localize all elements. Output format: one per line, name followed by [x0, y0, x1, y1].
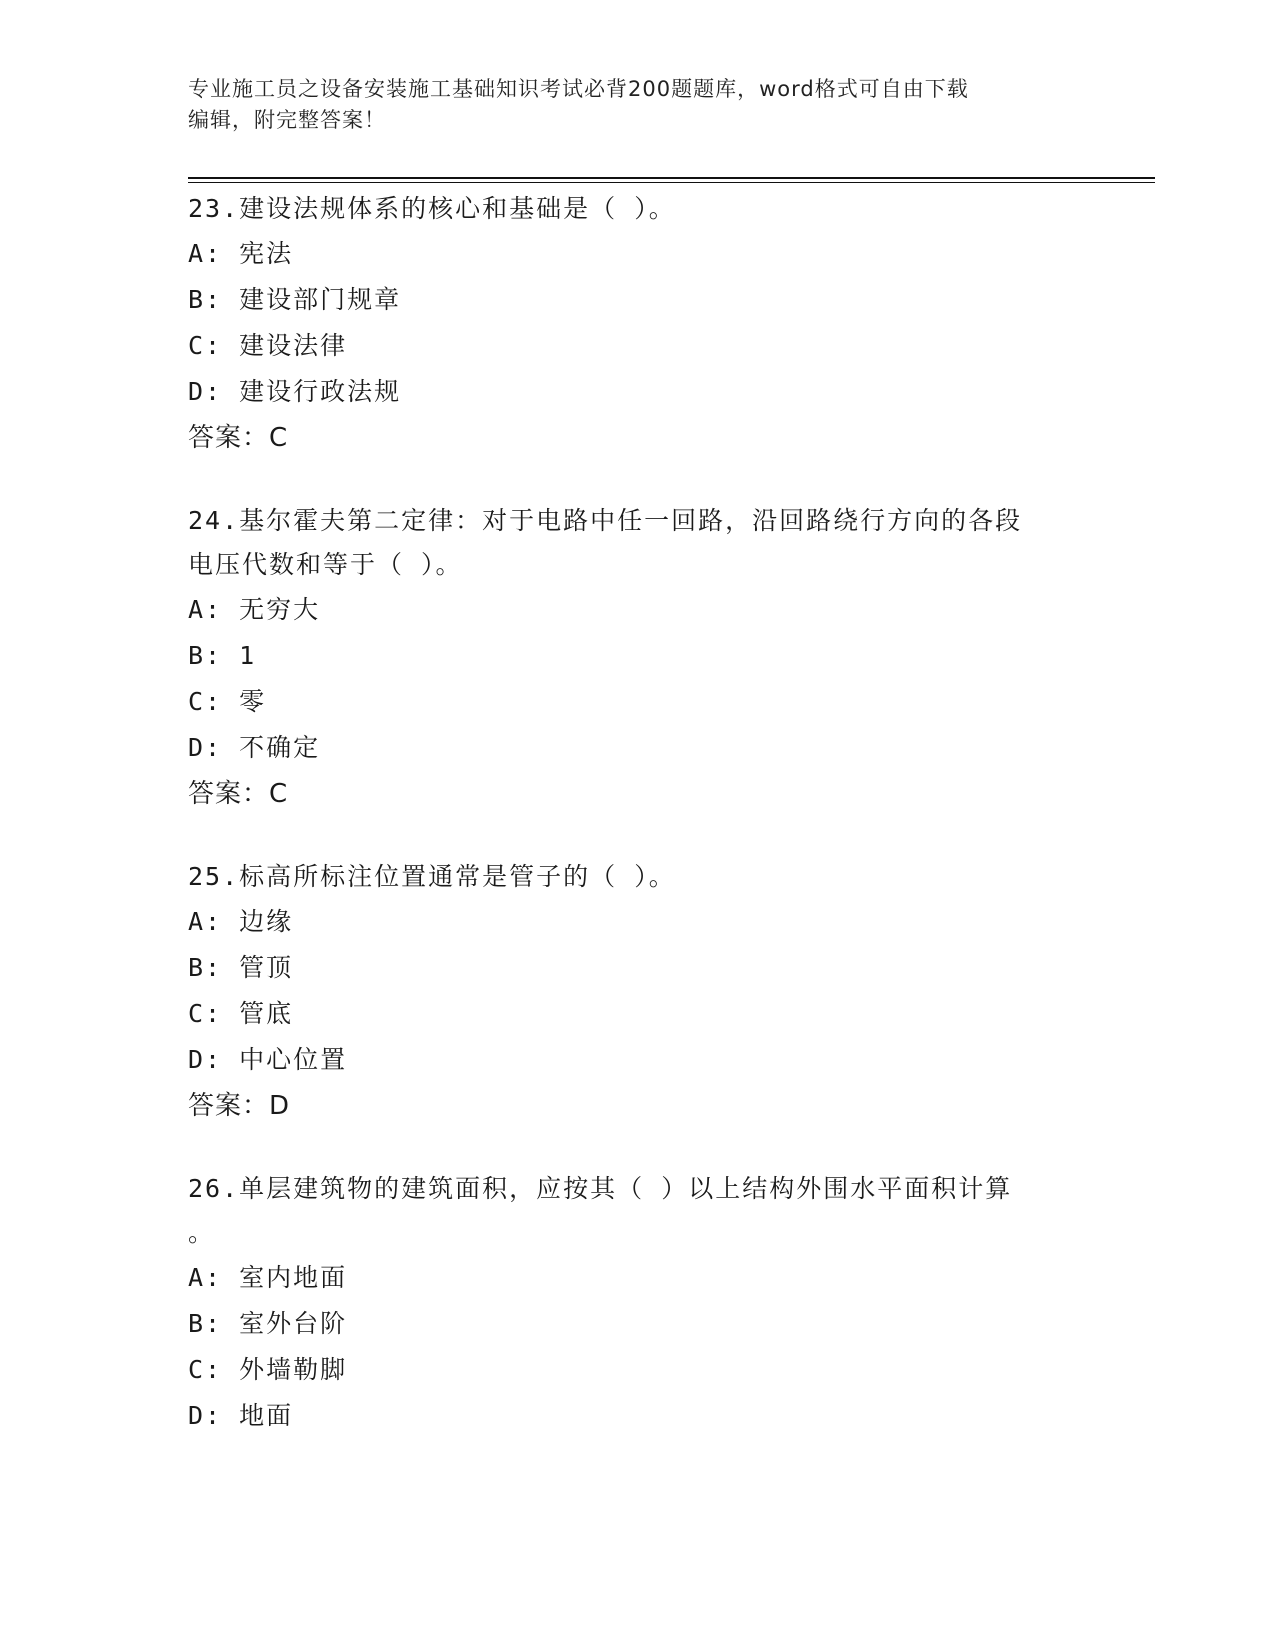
question-stem-continued: 电压代数和等于（ ）。	[188, 550, 463, 579]
option-text: 边缘	[239, 907, 294, 936]
question-stem-continued: 。	[188, 1218, 216, 1247]
option-text: 中心位置	[239, 1045, 348, 1074]
question-stem: 24.基尔霍夫第二定律：对于电路中任一回路，沿回路绕行方向的各段	[188, 506, 1023, 535]
option-a	[188, 1255, 1088, 1301]
option-text: 地面	[239, 1401, 294, 1430]
option-letter: B:	[188, 953, 223, 982]
option-letter: D:	[188, 1045, 223, 1074]
question-stem: 23.建设法规体系的核心和基础是（ ）。	[188, 194, 676, 223]
question-list	[188, 187, 1088, 1477]
option-d	[188, 1037, 1088, 1083]
answer: 答案：C	[188, 779, 289, 809]
option-d	[188, 369, 1088, 415]
question-24	[188, 499, 1088, 817]
option-letter: D:	[188, 733, 223, 762]
option-letter: C:	[188, 1355, 223, 1384]
option-letter: A:	[188, 907, 223, 936]
option-text: 室内地面	[239, 1263, 348, 1292]
option-d	[188, 725, 1088, 771]
answer: 答案：D	[188, 1091, 291, 1121]
option-text: 零	[239, 687, 267, 716]
option-text: 外墙勒脚	[239, 1355, 348, 1384]
option-text: 管顶	[239, 953, 294, 982]
document-header	[188, 74, 1088, 136]
option-c	[188, 1347, 1088, 1393]
option-letter: C:	[188, 331, 223, 360]
option-letter: A:	[188, 1263, 223, 1292]
option-a	[188, 899, 1088, 945]
option-text: 室外台阶	[239, 1309, 348, 1338]
option-a	[188, 231, 1088, 277]
option-b	[188, 1301, 1088, 1347]
header-divider	[188, 177, 1155, 183]
question-stem: 25.标高所标注位置通常是管子的（ ）。	[188, 862, 676, 891]
header-line-1: 专业施工员之设备安装施工基础知识考试必背200题题库，word格式可自由下载	[188, 77, 969, 101]
option-c	[188, 679, 1088, 725]
option-letter: C:	[188, 999, 223, 1028]
option-letter: C:	[188, 687, 223, 716]
question-stem: 26.单层建筑物的建筑面积，应按其（ ）以上结构外围水平面积计算	[188, 1174, 1013, 1203]
option-c	[188, 323, 1088, 369]
option-text: 1	[239, 641, 257, 670]
option-c	[188, 991, 1088, 1037]
question-25	[188, 855, 1088, 1129]
answer: 答案：C	[188, 423, 289, 453]
option-text: 管底	[239, 999, 294, 1028]
option-letter: A:	[188, 239, 223, 268]
option-letter: A:	[188, 595, 223, 624]
option-letter: B:	[188, 285, 223, 314]
option-letter: B:	[188, 1309, 223, 1338]
option-text: 不确定	[239, 733, 321, 762]
option-text: 建设行政法规	[239, 377, 402, 406]
option-b	[188, 945, 1088, 991]
option-a	[188, 587, 1088, 633]
header-line-2: 编辑，附完整答案！	[188, 108, 386, 132]
option-text: 无穷大	[239, 595, 321, 624]
option-text: 宪法	[239, 239, 294, 268]
question-23	[188, 187, 1088, 461]
option-text: 建设部门规章	[239, 285, 402, 314]
option-text: 建设法律	[239, 331, 348, 360]
option-letter: D:	[188, 1401, 223, 1430]
option-letter: B:	[188, 641, 223, 670]
option-b	[188, 277, 1088, 323]
option-b	[188, 633, 1088, 679]
question-26	[188, 1167, 1088, 1439]
option-d	[188, 1393, 1088, 1439]
option-letter: D:	[188, 377, 223, 406]
